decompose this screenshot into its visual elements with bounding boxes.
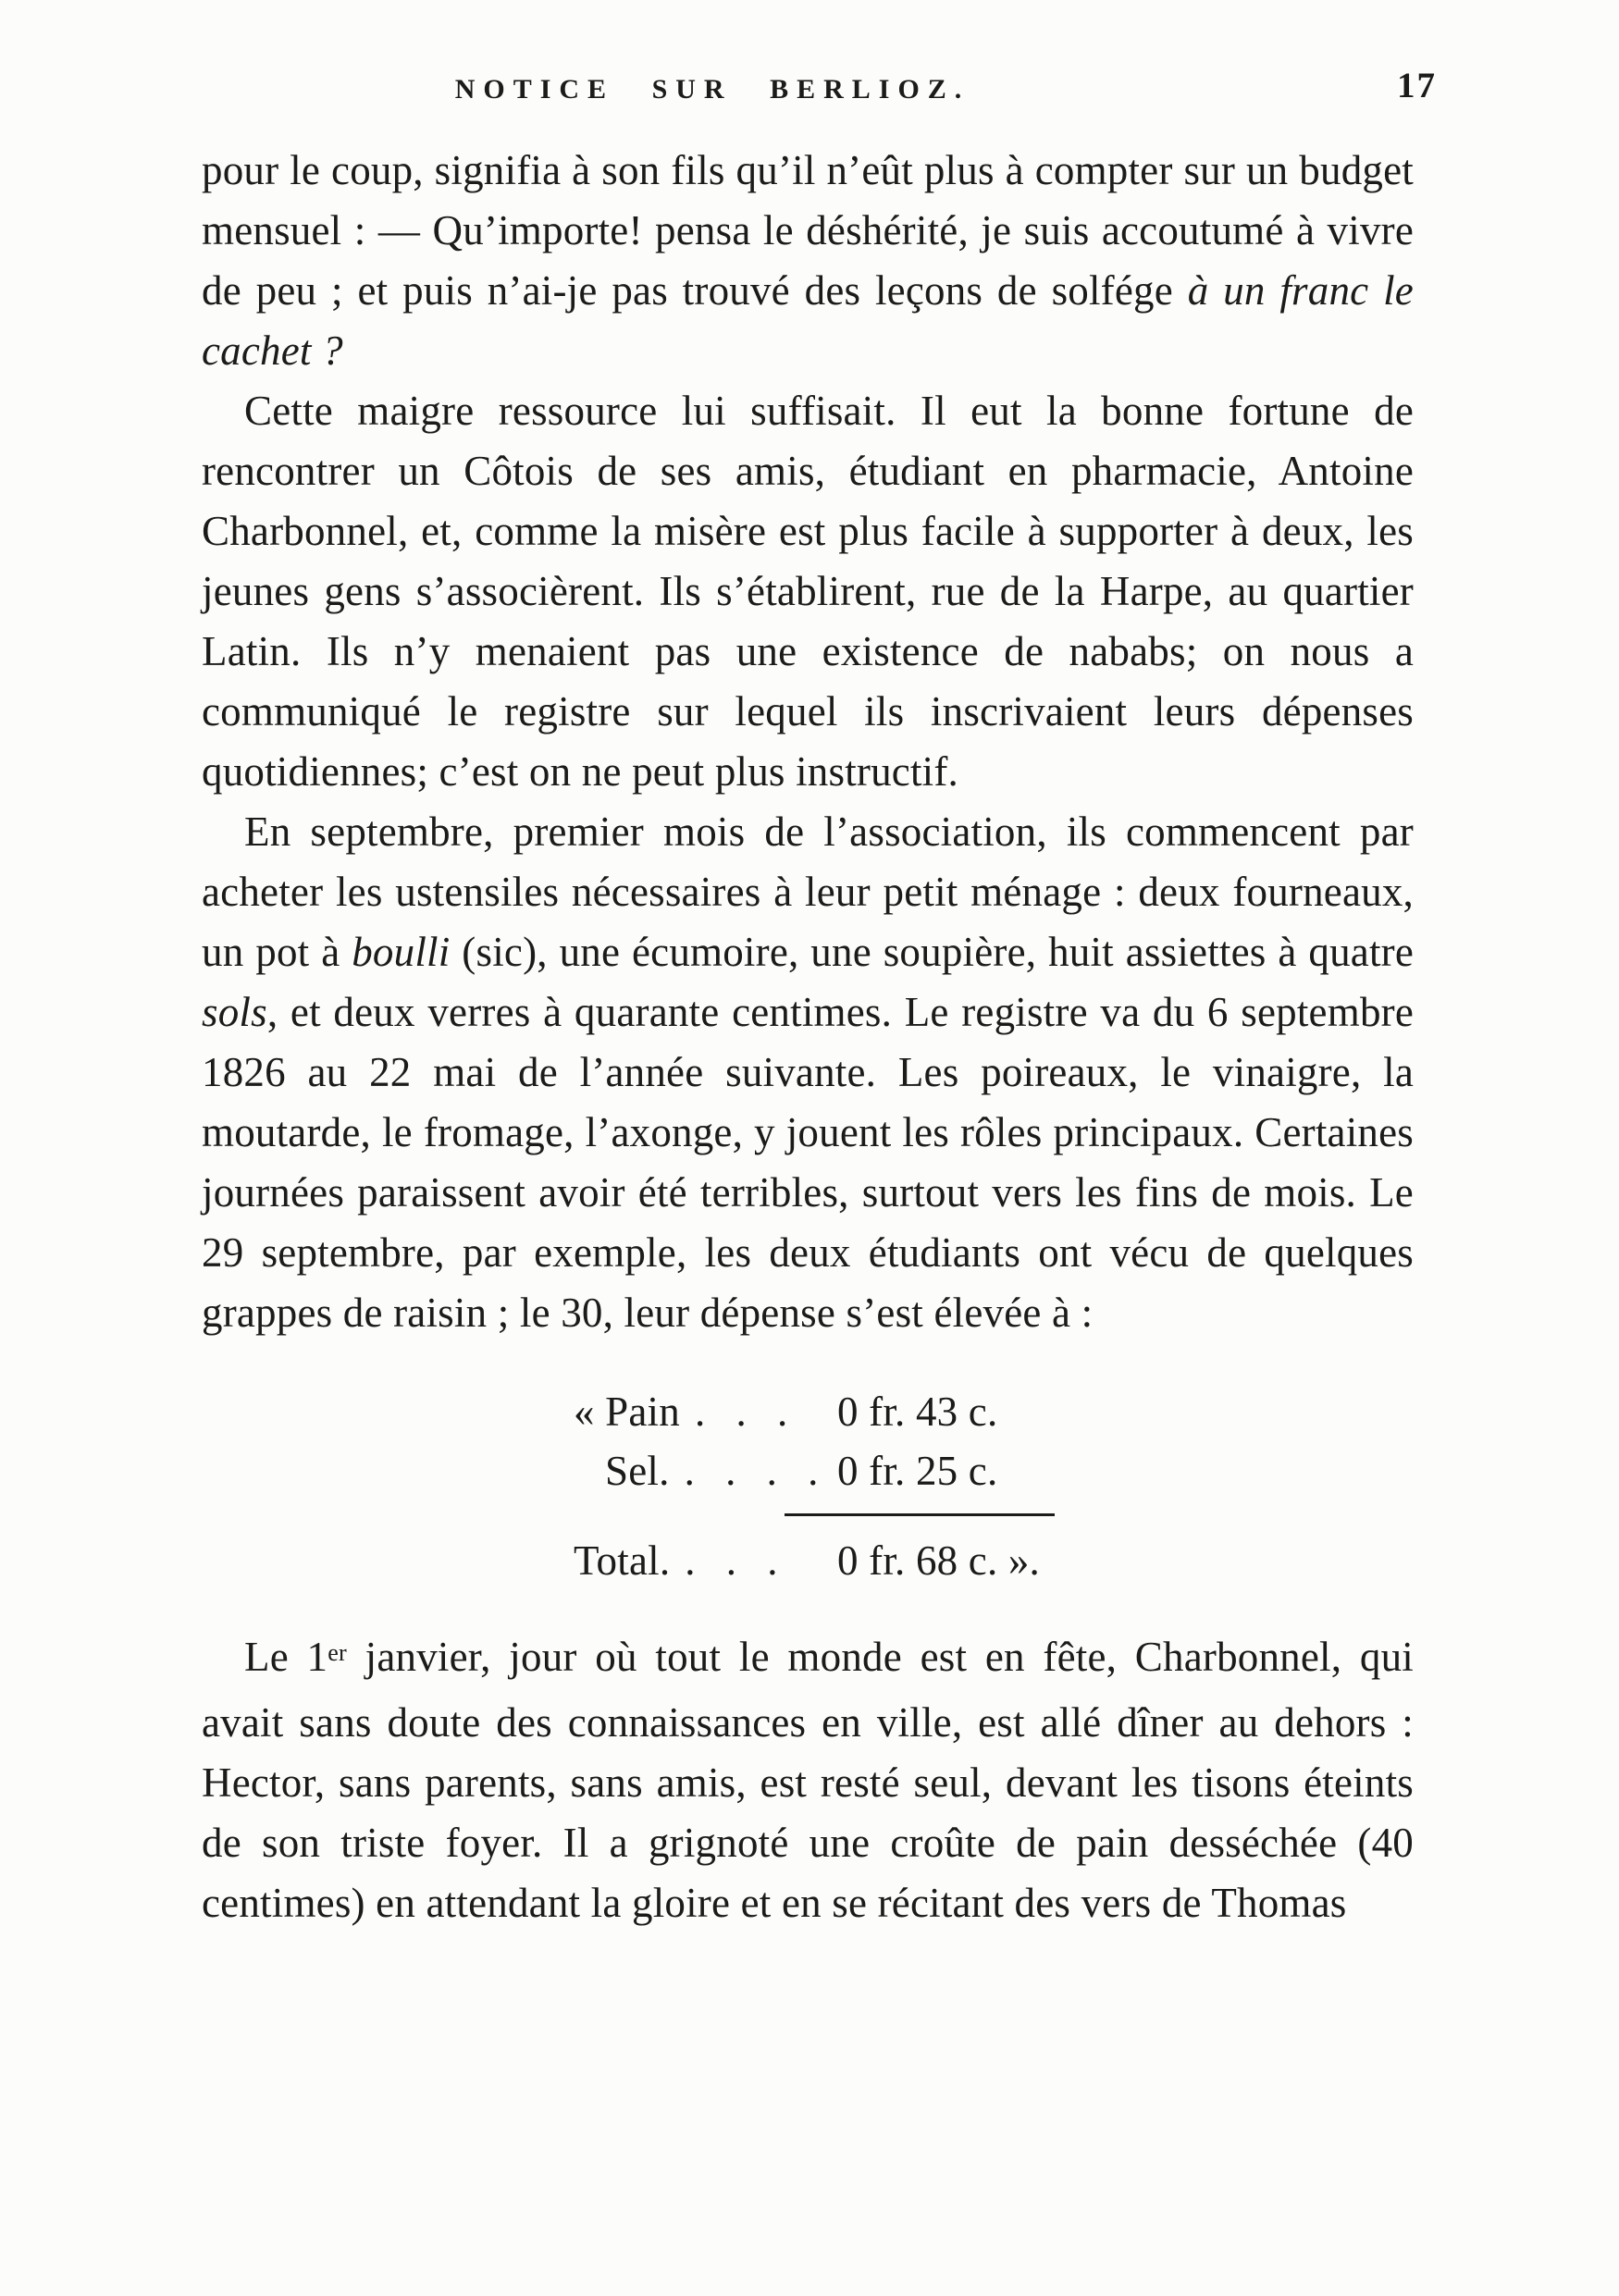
- expense-table: [202, 1382, 1414, 1590]
- body-text: janvier, jour où tout le monde est en fête, Charbonnel, qui avait sans doute des connaissances en ville, est allé dîner au dehors : Hector, sans parents, sans amis, est resté seul, devant les tisons éteints de son triste foyer. Il a grignoté une croûte de pain desséchée (40 centimes) en attendant la gloire et en se récitant des vers de Thomas: [202, 1634, 1414, 1926]
- expense-item-label: « Pain: [574, 1389, 680, 1435]
- expense-row-sel: [574, 1441, 1414, 1500]
- expense-item: [574, 1441, 837, 1500]
- expense-item-value: 0 fr. 43 c.: [837, 1389, 998, 1435]
- running-title: NOTICE SUR BERLIOZ.: [454, 74, 970, 105]
- body-text: Le 1: [244, 1634, 328, 1680]
- italic-text: boulli: [352, 929, 451, 975]
- paragraph: [202, 802, 1414, 1343]
- page-number: 17: [1397, 66, 1437, 105]
- paragraph: [202, 381, 1414, 802]
- page-header: [204, 66, 1437, 105]
- text-block: [202, 141, 1414, 1933]
- italic-text: à un franc le cachet ?: [202, 267, 1414, 374]
- expense-item: [574, 1382, 837, 1441]
- body-text: Cette maigre ressource lui suffisait. Il eut la bonne fortune de rencontrer un Côtois de ses amis, étudiant en pharmacie, Antoine Charbonnel, et, comme la misère est plus facile à supporter à deux, les jeunes gens s’associèrent. Ils s’établirent, rue de la Harpe, au quartier Latin. Ils n’y menaient pas une existence de nababs; on nous a communiqué le registre sur lequel ils inscrivaient leurs dépenses quotidiennes; c’est on ne peut plus instructif.: [202, 388, 1414, 795]
- total-rule: [785, 1513, 1055, 1516]
- body-text: pour le coup, signifia à son fils qu’il n’eût plus à compter sur un budget mensuel : — Qu’importe! pensa le déshérité, je suis accoutumé à vivre de peu ; et puis n’ai-je pas trouvé des leçons de solfége: [202, 147, 1414, 314]
- body-text: En septembre, premier mois de l’association, ils commencent par acheter les ustensiles nécessaires à leur petit ménage : deux fourneaux, un pot à: [202, 809, 1414, 975]
- expense-item-label: Sel.: [605, 1448, 670, 1494]
- expense-item: [574, 1531, 837, 1590]
- dot-leader: . . .: [685, 1537, 781, 1584]
- expense-row-pain: [574, 1382, 1414, 1441]
- dot-leader: . . .: [694, 1389, 791, 1435]
- paragraph: [202, 141, 1414, 381]
- expense-row-total: [574, 1531, 1414, 1590]
- expense-item-value: 0 fr. 25 c.: [837, 1448, 998, 1494]
- paragraph: [202, 1627, 1414, 1933]
- expense-total-label: Total.: [574, 1537, 671, 1584]
- body-text: , et deux verres à quarante centimes. Le registre va du 6 septembre 1826 au 22 mai de l’année suivante. Les poireaux, le vinaigre, la moutarde, le fromage, l’axonge, y jouent les rôles principaux. Certaines journées paraissent avoir été terribles, surtout vers les fins de mois. Le 29 septembre, par exemple, les deux étudiants ont vécu de quelques grappes de raisin ; le 30, leur dépense s’est élevée à :: [202, 989, 1414, 1336]
- expense-total-value: 0 fr. 68 c. ».: [837, 1537, 1041, 1584]
- body-text: (sic), une écumoire, une soupière, huit assiettes à quatre: [450, 929, 1414, 975]
- body-text-lower: [202, 1627, 1414, 1933]
- italic-text: sols: [202, 989, 267, 1035]
- superscript-text: er: [328, 1639, 347, 1667]
- dot-leader: . . . .: [684, 1448, 822, 1494]
- body-text-upper: [202, 141, 1414, 1343]
